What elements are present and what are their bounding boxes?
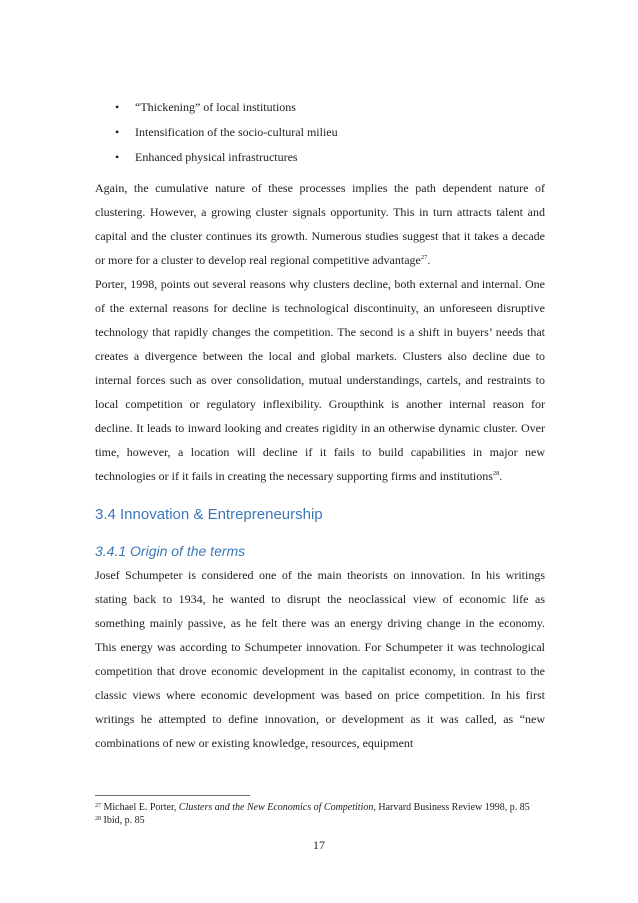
paragraph-text: Again, the cumulative nature of these processes implies the path dependent nature of clustering. However, a growing cluster signals opportunity. This in turn attracts talent and capital and the cluster continues its growth. Numerous studies suggest that it takes a decade or more for a cluster to develop real regional competitive advantage [95,181,545,267]
bullet-item [115,148,555,173]
page-number: 17 [313,838,325,852]
footnote-27 [95,802,530,814]
paragraph-tail: . [427,253,431,267]
footnote-prefix: Michael E. Porter, [103,802,179,813]
bullet-symbol: • [115,150,120,164]
footnote-number: 27 [95,803,101,809]
bullet-symbol: • [115,100,120,114]
subsection-heading: 3.4.1 Origin of the terms [95,543,246,559]
footnote-ref-28[interactable]: 28 [492,470,500,477]
paragraph-schumpeter: Josef Schumpeter is considered one of the main theorists on innovation. In his writings stating back to 1934, he wanted to disrupt the neoclassical view of economic life as something mainly passive, as he felt there was an energy driving change in the economy. This energy was according to Schumpeter innovation. For Schumpeter it was technological competition that drove economic development in the capitalist economy, in contrast to the classic views where economic development was based on price competition. In his first writings he attempted to define innovation, or development as it was called, as “new combinations of new or existing knowledge, resources, equipment [95,568,545,750]
bullet-text: Intensification of the socio-cultural milieu [135,125,338,139]
footnote-prefix: Ibid, p. 85 [103,815,145,826]
footnote-work-title: Clusters and the New Economics of Competition [178,802,374,813]
footnote-separator [95,795,250,796]
bullet-symbol: • [115,125,120,139]
bullet-text: Enhanced physical infrastructures [135,150,298,164]
bullet-item [115,123,555,148]
footnote-ref-27[interactable]: 27 [420,254,428,261]
paragraph-cluster-decline [95,272,545,488]
paragraph-tail: . [499,469,503,483]
footnote-number: 28 [95,816,101,822]
footnote-28 [95,815,145,827]
paragraph-text: Porter, 1998, points out several reasons why clusters decline, both external and internal. One of the external reasons for decline is technological discontinuity, an unforeseen disruptive technology that rapidly changes the competition. The second is a shift in buyers’ needs that creates a divergence between the local and global markets. Clusters also decline due to internal forces such as over consolidation, mutual understandings, cartels, and restraints to local competition or regulatory inflexibility. Groupthink is another internal reason for decline. It leads to inward looking and creates rigidity in an otherwise dynamic cluster. Over time, however, a location will decline if it fails to build capabilities in major new technologies or if it fails in creating the necessary supporting firms and institutions [95,277,545,483]
bullet-text: “Thickening” of local institutions [135,100,296,114]
footnote-suffix: , Harvard Business Review 1998, p. 85 [373,802,530,813]
bullet-list [115,98,555,173]
paragraph-path-dependence [95,176,545,272]
bullet-item [115,98,555,123]
section-heading: 3.4 Innovation & Entrepreneurship [95,506,323,523]
